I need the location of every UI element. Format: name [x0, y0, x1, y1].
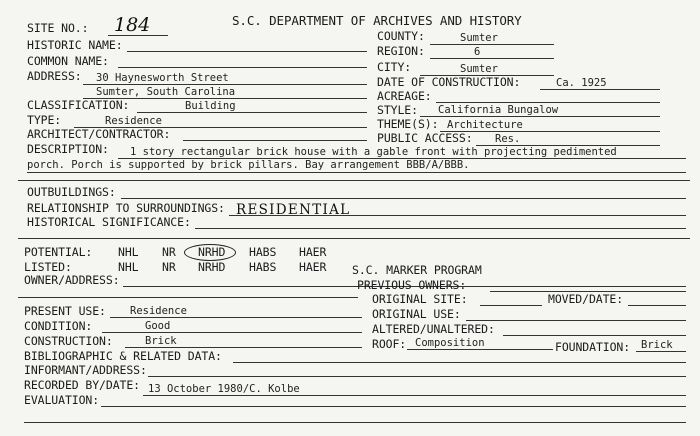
- type-value: Residence: [105, 115, 162, 127]
- condition-line: [102, 332, 362, 333]
- original-site-label: ORIGINAL SITE:: [372, 292, 468, 306]
- listed-nrhd: NRHD: [198, 260, 226, 274]
- classification-label: CLASSIFICATION:: [27, 98, 130, 112]
- evaluation-line-1: [101, 406, 686, 407]
- date-construction-value: Ca. 1925: [556, 77, 607, 89]
- present-use-line: [110, 317, 362, 318]
- foundation-line: [636, 351, 686, 352]
- historic-name-line: [127, 51, 367, 52]
- form-header: S.C. DEPARTMENT OF ARCHIVES AND HISTORY: [232, 13, 522, 28]
- potential-haer: HAER: [299, 245, 327, 259]
- original-use-line: [466, 320, 686, 321]
- present-use-value: Residence: [130, 305, 187, 317]
- style-line: [420, 116, 660, 117]
- original-site-line: [480, 305, 542, 306]
- classification-line: [137, 112, 367, 113]
- classification-value: Building: [185, 100, 236, 112]
- relationship-line: [229, 215, 686, 216]
- evaluation-label: EVALUATION:: [24, 393, 100, 407]
- potential-nr: NR: [162, 245, 176, 259]
- description-label: DESCRIPTION:: [27, 142, 109, 156]
- relationship-label: RELATIONSHIP TO SURROUNDINGS:: [27, 201, 225, 215]
- informant-label: INFORMANT/ADDRESS:: [24, 363, 147, 377]
- city-label: CITY:: [377, 60, 412, 74]
- potential-label: POTENTIAL:: [24, 245, 93, 259]
- address-line1-rule: [83, 84, 367, 85]
- evaluation-line-2: [24, 422, 686, 423]
- acreage-line: [436, 102, 660, 103]
- site-no-value: 184: [114, 14, 151, 36]
- bibliographic-label: BIBLIOGRAPHIC & RELATED DATA:: [24, 349, 222, 363]
- nrhd-circle-mark: [184, 244, 236, 261]
- roof-value: Composition: [415, 337, 485, 349]
- description-rule2: [27, 172, 686, 173]
- relationship-value: RESIDENTIAL: [236, 202, 351, 218]
- description-line2: porch. Porch is supported by brick pillars. Bay arrangement BBB/A/BBB.: [27, 159, 470, 171]
- potential-nhl: NHL: [118, 245, 139, 259]
- moved-date-line: [628, 305, 686, 306]
- public-access-value: Res.: [495, 133, 521, 145]
- common-name-label: COMMON NAME:: [27, 54, 109, 68]
- section-divider-2: [18, 238, 690, 239]
- condition-label: CONDITION:: [24, 319, 93, 333]
- recorded-by-line: [143, 395, 686, 396]
- date-construction-label: DATE OF CONSTRUCTION:: [377, 75, 521, 89]
- construction-label: CONSTRUCTION:: [24, 334, 113, 348]
- historical-significance-line: [195, 228, 686, 229]
- recorded-by-label: RECORDED BY/DATE:: [24, 378, 141, 392]
- region-line: [430, 58, 554, 59]
- condition-value: Good: [145, 320, 171, 332]
- bibliographic-line: [233, 362, 686, 363]
- roof-label: ROOF:: [372, 337, 407, 351]
- theme-value: Architecture: [447, 119, 523, 131]
- listed-habs: HABS: [249, 260, 277, 274]
- date-construction-line: [540, 89, 660, 90]
- altered-line: [503, 335, 686, 336]
- altered-label: ALTERED/UNALTERED:: [372, 322, 495, 336]
- informant-line: [148, 376, 686, 377]
- address-line1: 30 Haynesworth Street: [96, 72, 229, 84]
- moved-date-label: MOVED/DATE:: [548, 292, 624, 306]
- section-divider-3: [18, 297, 358, 298]
- potential-nrhd: NRHD: [198, 245, 226, 259]
- description-line1: 1 story rectangular brick house with a gable front with projecting pedimented: [130, 146, 617, 158]
- city-value: Sumter: [460, 63, 498, 75]
- type-label: TYPE:: [27, 113, 62, 127]
- construction-value: Brick: [145, 335, 177, 347]
- county-label: COUNTY:: [377, 29, 425, 43]
- site-no-line: [108, 35, 168, 36]
- previous-owners-label: PREVIOUS OWNERS:: [357, 278, 467, 292]
- listed-nr: NR: [162, 260, 176, 274]
- listed-haer: HAER: [299, 260, 327, 274]
- potential-habs: HABS: [249, 245, 277, 259]
- site-no-label: SITE NO.:: [27, 21, 89, 35]
- theme-line: [440, 131, 660, 132]
- original-use-label: ORIGINAL USE:: [372, 307, 461, 321]
- listed-nhl: NHL: [118, 260, 139, 274]
- present-use-label: PRESENT USE:: [24, 304, 106, 318]
- construction-line: [125, 347, 362, 348]
- common-name-line: [118, 67, 367, 68]
- section-divider-1: [18, 180, 690, 181]
- architect-label: ARCHITECT/CONTRACTOR:: [27, 127, 171, 141]
- style-label: STYLE:: [377, 103, 418, 117]
- architect-line: [183, 140, 367, 141]
- outbuildings-line: [121, 198, 686, 199]
- owner-address-label: OWNER/ADDRESS:: [24, 273, 120, 287]
- historical-significance-label: HISTORICAL SIGNIFICANCE:: [27, 215, 191, 229]
- historic-name-label: HISTORIC NAME:: [27, 38, 123, 52]
- listed-label: LISTED:: [24, 260, 72, 274]
- region-value: 6: [474, 46, 481, 58]
- description-rule1: [118, 158, 686, 159]
- foundation-label: FOUNDATION:: [555, 340, 631, 354]
- roof-line: [407, 349, 553, 350]
- public-access-label: PUBLIC ACCESS:: [377, 131, 473, 145]
- county-line: [430, 44, 554, 45]
- theme-label: THEME(S):: [377, 117, 439, 131]
- foundation-value: Brick: [641, 339, 673, 351]
- address-label: ADDRESS:: [27, 69, 82, 83]
- acreage-label: ACREAGE:: [377, 89, 432, 103]
- style-value: California Bungalow: [438, 104, 559, 116]
- region-label: REGION:: [377, 44, 425, 58]
- address-line2: Sumter, South Carolina: [96, 86, 236, 98]
- outbuildings-label: OUTBUILDINGS:: [27, 185, 116, 199]
- county-value: Sumter: [460, 32, 498, 44]
- recorded-by-value: 13 October 1980/C. Kolbe: [148, 383, 300, 395]
- marker-program-label: S.C. MARKER PROGRAM: [352, 263, 482, 277]
